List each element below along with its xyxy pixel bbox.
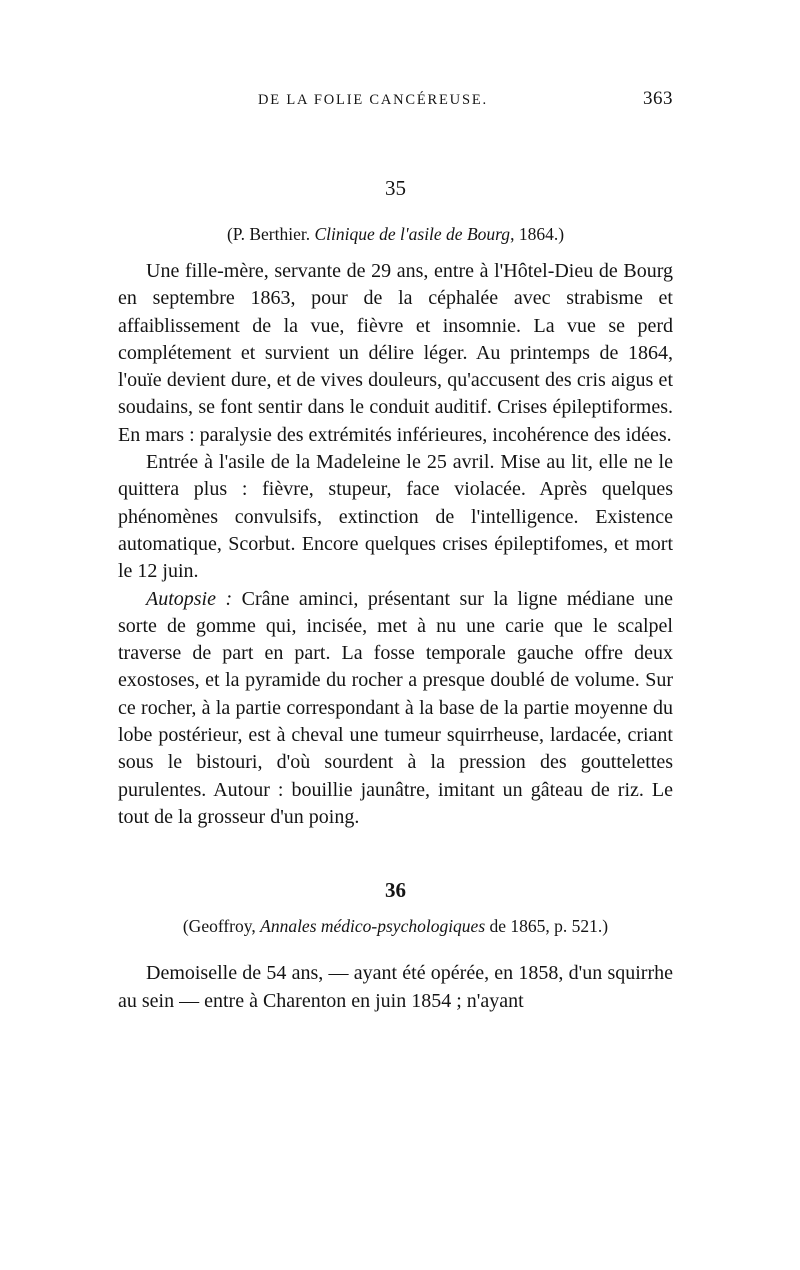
observation-number: 36 — [385, 878, 406, 903]
page-number: 363 — [643, 88, 673, 109]
case-paragraph: Entrée à l'asile de la Madeleine le 25 avril. Mise au lit, elle ne le quittera plus : fièvre, stupeur, face violacée. Après quelques phénomènes convulsifs, extinction de l'intelligence. Existence automatique, Scorbut. Encore quelques crises épileptifomes, et mort le 12 juin. — [118, 451, 673, 583]
case-paragraph: Une fille-mère, servante de 29 ans, entre à l'Hôtel-Dieu de Bourg en septembre 1863, pour de la céphalée avec strabisme et affaiblissement de la vue, fièvre et insomnie. La vue se perd complétement et survient un délire léger. Au printemps de 1864, l'ouïe devient dure, et de vives douleurs, qu'accusent des cris aigus et soudains, se font sentir dans le conduit auditif. Crises épileptiformes. En mars : paralysie des extrémités inférieures, incohérence des idées. — [118, 260, 673, 446]
source-year: de 1865, p. 521.) — [485, 916, 609, 937]
book-page — [118, 88, 673, 1015]
source-author: (Geoffroy, — [182, 916, 261, 937]
observation-source — [118, 222, 673, 246]
source-author: (P. Berthier. — [226, 224, 315, 244]
autopsy-label: Autopsie : — [146, 587, 233, 610]
source-year: , 1864.) — [510, 224, 565, 244]
autopsy-paragraph — [118, 586, 673, 832]
source-title: Annales médico-psychologiques — [260, 916, 486, 937]
source-title: Clinique de l'asile de Bourg — [314, 224, 511, 244]
autopsy-text: Crâne aminci, présentant sur la ligne médiane une sorte de gomme qui, incisée, met à nu une carie que le scalpel traverse de part en part. La fosse temporale gauche offre deux exostoses, et la pyramide du rocher a presque doublé de volume. Sur ce rocher, à la partie correspondant à la base de la partie moyenne du lobe postérieur, est à cheval une tumeur squirrheuse, lardacée, criant sous le bistouri, d'où sourdent à la pression des gouttelettes purulentes. Autour : bouillie jaunâtre, imitant un gâteau de riz. Le tout de la grosseur d'un poing. — [118, 587, 673, 828]
running-header — [118, 88, 673, 118]
running-title: DE LA FOLIE CANCÉREUSE. — [258, 92, 488, 108]
observation-number: 35 — [385, 176, 406, 200]
case-paragraph: Demoiselle de 54 ans, — ayant été opérée, en 1858, d'un squirrhe au sein — entre à Charenton en juin 1854 ; n'ayant — [118, 962, 673, 1012]
observation-source — [118, 914, 673, 938]
